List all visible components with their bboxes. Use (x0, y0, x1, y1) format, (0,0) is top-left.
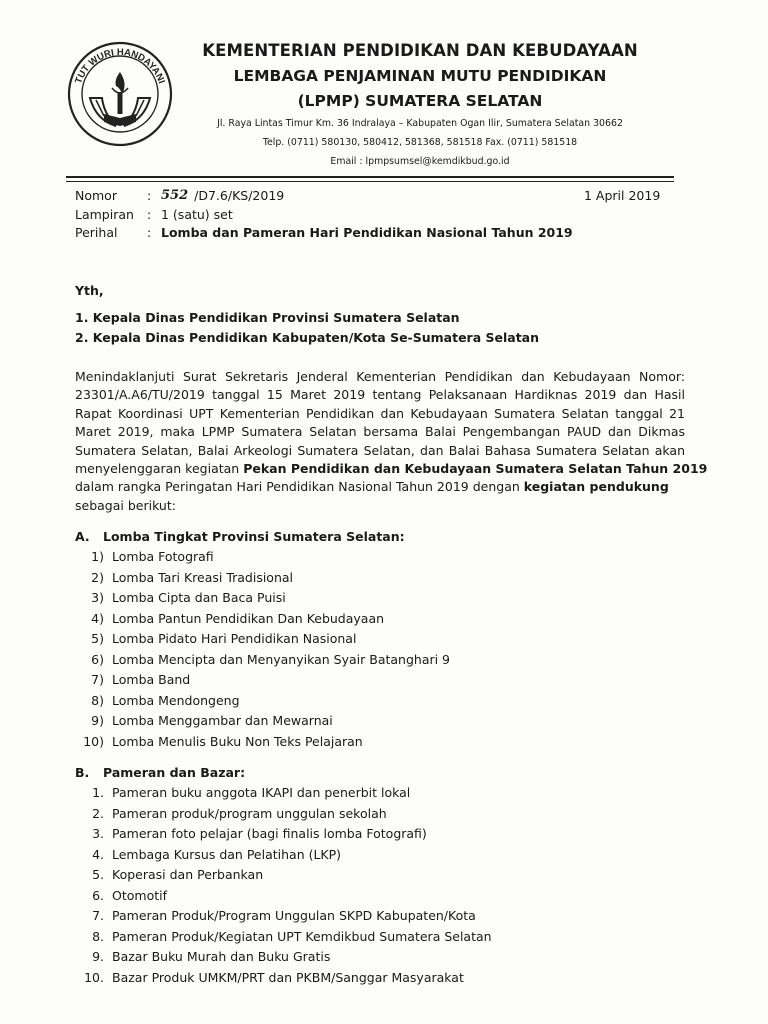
nomor-row (75, 187, 573, 206)
institution-name: LEMBAGA PENJAMINAN MUTU PENDIDIKAN (233, 67, 607, 85)
list-item (75, 886, 492, 907)
separator: : (147, 206, 152, 222)
item-text: Pameran buku anggota IKAPI dan penerbit lokal (112, 785, 411, 800)
item-text: Lomba Mencipta dan Menyanyikan Syair Batanghari 9 (112, 651, 451, 667)
perihal-value: Lomba dan Pameran Hari Pendidikan Nasional Tahun 2019 (161, 225, 573, 240)
item-number: 2) (91, 569, 104, 585)
section-title-text: Lomba Tingkat Provinsi Sumatera Selatan: (103, 529, 405, 544)
unit-name: (LPMP) SUMATERA SELATAN (297, 92, 543, 110)
addressee-1: 1. Kepala Dinas Pendidikan Provinsi Sumatera Selatan (75, 310, 460, 325)
list-item (75, 968, 492, 989)
body-line (75, 460, 708, 478)
item-number: 7) (91, 672, 104, 687)
item-text: Koperasi dan Perbankan (112, 867, 264, 882)
item-number: 9. (92, 949, 104, 964)
item-text: Pameran produk/program unggulan sekolah (112, 805, 387, 821)
body-text: menyelenggaran kegiatan (75, 461, 244, 477)
item-text: Pameran foto pelajar (bagi finalis lomba Fotografi) (112, 826, 427, 841)
body-line: Sumatera Selatan, Balai Arkeologi Sumatera Selatan, dan Balai Bahasa Sumatera Selatan akan (75, 442, 685, 458)
item-number: 8. (92, 928, 104, 944)
item-text: Lomba Pantun Pendidikan Dan Kebudayaan (112, 610, 385, 626)
body-line: Menindaklanjuti Surat Sekretaris Jenderal Kementerian Pendidikan dan Kebudayaan Nomor: (75, 369, 685, 384)
item-text: Lomba Menulis Buku Non Teks Pelajaran (112, 733, 363, 749)
lampiran-row (75, 206, 573, 225)
kegiatan-pendukung: kegiatan pendukung (523, 479, 669, 495)
item-text: Pameran Produk/Kegiatan UPT Kemdikbud Sumatera Selatan (112, 928, 492, 944)
item-number: 2. (92, 805, 104, 821)
section-title-text: Pameran dan Bazar: (103, 765, 246, 780)
section-b-list (75, 783, 492, 988)
section-a-title (75, 527, 450, 547)
item-number: 1) (91, 549, 104, 564)
letterhead (180, 38, 660, 171)
nomor-handwritten: 552 (161, 188, 189, 203)
letterhead-thick-rule (66, 176, 674, 178)
addressee-2: 2. Kepala Dinas Pendidikan Kabupaten/Kota Se-Sumatera Selatan (75, 330, 540, 345)
list-item (75, 609, 450, 630)
item-text: Lomba Menggambar dan Mewarnai (112, 713, 333, 728)
item-number: 7. (92, 908, 104, 923)
item-number: 8) (91, 692, 104, 708)
body-line: sebagai berikut: (75, 497, 176, 513)
email-line: Email : lpmpsumsel@kemdikbud.go.id (330, 156, 510, 167)
addressees (75, 281, 539, 348)
item-number: 5) (91, 631, 104, 646)
item-text: Pameran Produk/Program Unggulan SKPD Kabupaten/Kota (112, 908, 476, 923)
item-number: 3) (91, 590, 104, 605)
list-item (75, 670, 450, 691)
item-text: Lembaga Kursus dan Pelatihan (LKP) (112, 846, 342, 862)
list-item (75, 947, 492, 968)
list-item (75, 732, 450, 753)
letter-date: 1 April 2019 (584, 188, 661, 203)
event-name: Pekan Pendidikan dan Kebudayaan Sumatera Selatan Tahun 2019 (243, 461, 708, 477)
list-item (75, 691, 450, 712)
body-paragraph (75, 368, 708, 515)
item-number: 9) (91, 713, 104, 728)
section-b (75, 763, 492, 988)
letter-meta (75, 187, 573, 243)
item-number: 4. (92, 846, 104, 862)
item-text: Lomba Cipta dan Baca Puisi (112, 590, 286, 605)
body-line: 23301/A.A6/TU/2019 tanggal 15 Maret 2019 tentang Pelaksanaan Hardiknas 2019 dan Hasil (75, 387, 685, 403)
item-text: Otomotif (112, 887, 167, 903)
item-text: Lomba Mendongeng (112, 692, 240, 708)
item-text: Bazar Buku Murah dan Buku Gratis (112, 949, 331, 964)
section-a-list (75, 547, 450, 752)
lampiran-value: 1 (satu) set (161, 206, 233, 222)
item-number: 10. (84, 969, 104, 985)
list-item (75, 588, 450, 609)
item-number: 10) (83, 733, 104, 749)
list-item (75, 547, 450, 568)
address-line: Jl. Raya Lintas Timur Km. 36 Indralaya – Kabupaten Ogan Ilir, Sumatera Selatan 30662 (217, 118, 623, 129)
item-text: Lomba Fotografi (112, 549, 214, 564)
svg-text:TUT WURI HANDAYANI: TUT WURI HANDAYANI (73, 46, 167, 86)
list-item (75, 845, 492, 866)
lampiran-label: Lampiran (75, 206, 134, 222)
body-line (75, 478, 685, 496)
item-number: 6. (92, 887, 104, 903)
section-letter: A. (75, 529, 90, 544)
list-item (75, 783, 492, 804)
list-item (75, 804, 492, 825)
section-letter: B. (75, 765, 90, 780)
list-item (75, 865, 492, 886)
section-a (75, 527, 450, 752)
list-item (75, 629, 450, 650)
section-b-title (75, 763, 492, 783)
list-item (75, 824, 492, 845)
item-text: Lomba Pidato Hari Pendidikan Nasional (112, 631, 357, 646)
nomor-value: /D7.6/KS/2019 (194, 188, 285, 203)
item-number: 5. (92, 867, 104, 882)
item-number: 1. (92, 785, 104, 800)
list-item (75, 927, 492, 948)
perihal-label: Perihal (75, 225, 118, 240)
body-line: Rapat Koordinasi UPT Kementerian Pendidikan dan Kebudayaan Sumatera Selatan tanggal 21 (75, 405, 685, 421)
item-text: Lomba Tari Kreasi Tradisional (112, 569, 294, 585)
list-item (75, 568, 450, 589)
separator: : (147, 225, 152, 240)
item-text: Bazar Produk UMKM/PRT dan PKBM/Sanggar Masyarakat (112, 969, 464, 985)
list-item (75, 711, 450, 732)
separator: : (147, 188, 152, 203)
ministry-name: KEMENTERIAN PENDIDIKAN DAN KEBUDAYAAN (202, 41, 638, 60)
item-number: 3. (92, 826, 104, 841)
item-number: 4) (91, 610, 104, 626)
nomor-label: Nomor (75, 188, 117, 203)
tut-wuri-handayani-logo (66, 40, 174, 148)
list-item (75, 650, 450, 671)
item-number: 6) (91, 651, 104, 667)
perihal-row (75, 224, 573, 243)
body-line: Maret 2019, maka LPMP Sumatera Selatan bersama Balai Pengembangan PAUD dan Dikmas (75, 424, 685, 440)
list-item (75, 906, 492, 927)
body-text: dalam rangka Peringatan Hari Pendidikan Nasional Tahun 2019 dengan (75, 479, 524, 495)
item-text: Lomba Band (112, 672, 191, 687)
salutation: Yth, (75, 283, 104, 298)
letterhead-thin-rule (66, 181, 674, 182)
phone-line: Telp. (0711) 580130, 580412, 581368, 581518 Fax. (0711) 581518 (262, 137, 578, 148)
